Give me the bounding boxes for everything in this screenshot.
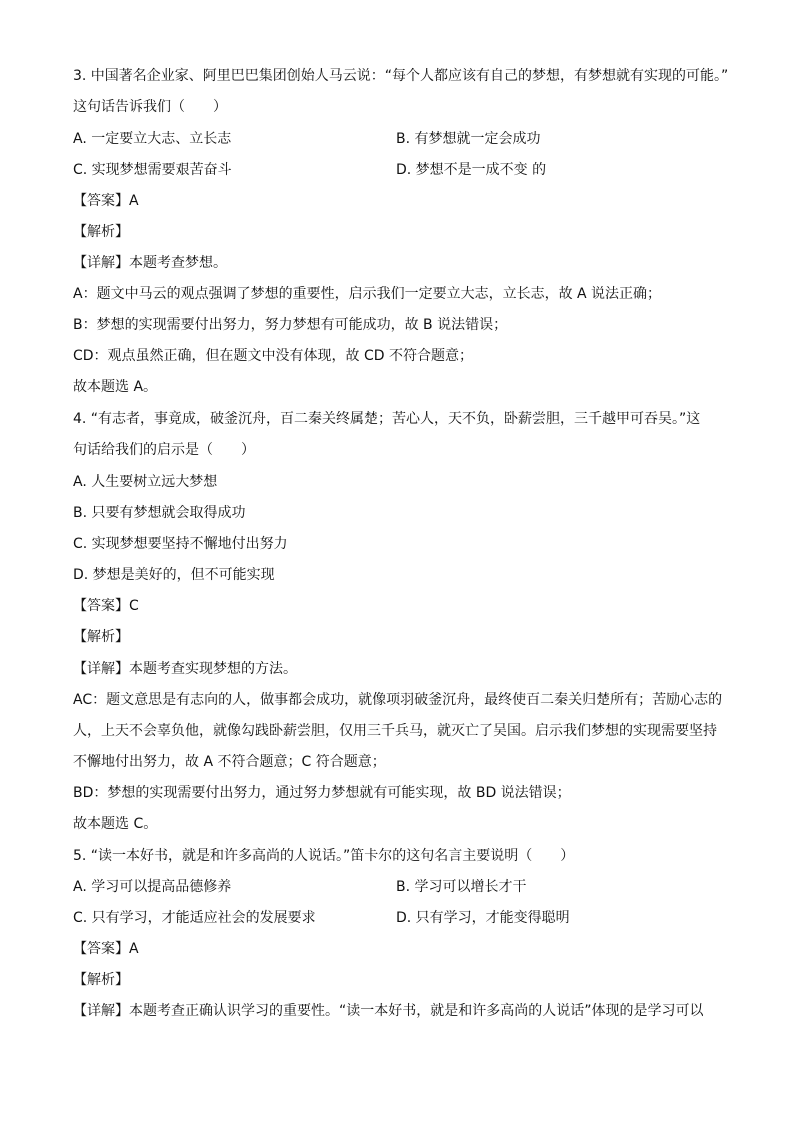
- q4-detail-line-1: 【详解】本题考查实现梦想的方法。: [73, 661, 297, 677]
- q3-option-b: B. 有梦想就一定会成功: [396, 131, 541, 147]
- q4-detail-line-3: 人，上天不会辜负他，就像勾践卧薪尝胆，仅用三千兵马，就灭亡了吴国。启示我们梦想的实现需要坚持: [73, 723, 717, 739]
- q4-stem-line-2: 句话给我们的启示是（ ）: [73, 442, 255, 458]
- q4-analysis-label: 【解析】: [73, 629, 129, 645]
- q3-detail-line-5: 故本题选 A。: [73, 379, 158, 395]
- q3-answer: 【答案】A: [73, 193, 139, 209]
- q4-answer: 【答案】C: [73, 598, 139, 614]
- q3-detail-line-4: CD：观点虽然正确，但在题文中没有体现，故 CD 不符合题意；: [73, 348, 474, 364]
- q3-option-a: A. 一定要立大志、立长志: [73, 131, 232, 147]
- q3-detail-line-1: 【详解】本题考查梦想。: [73, 255, 227, 271]
- q3-analysis-label: 【解析】: [73, 224, 129, 240]
- q4-stem-line-1: 4. “有志者，事竟成，破釜沉舟，百二秦关终属楚；苦心人，天不负，卧薪尝胆，三千越甲可吞吴。”这: [73, 411, 701, 427]
- q4-detail-line-5: BD：梦想的实现需要付出努力，通过努力梦想就有可能实现，故 BD 说法错误；: [73, 785, 571, 801]
- q3-option-d: D. 梦想不是一成不变 的: [396, 162, 547, 178]
- q5-option-d: D. 只有学习，才能变得聪明: [396, 910, 570, 926]
- q4-option-a: A. 人生要树立远大梦想: [73, 474, 218, 490]
- q4-option-d: D. 梦想是美好的，但不可能实现: [73, 567, 275, 583]
- q3-stem-line-2: 这句话告诉我们（ ）: [73, 99, 227, 115]
- q5-option-c: C. 只有学习，才能适应社会的发展要求: [73, 910, 316, 926]
- q3-detail-line-3: B：梦想的实现需要付出努力，努力梦想有可能成功，故 B 说法错误；: [73, 317, 508, 333]
- q5-stem-line-1: 5. “读一本好书，就是和许多高尚的人说话。”笛卡尔的这句名言主要说明（ ）: [73, 848, 575, 864]
- q4-detail-line-6: 故本题选 C。: [73, 816, 158, 832]
- q5-option-b: B. 学习可以增长才干: [396, 879, 527, 895]
- q3-detail-line-2: A：题文中马云的观点强调了梦想的重要性，启示我们一定要立大志，立长志，故 A 说法正确；: [73, 286, 662, 302]
- q4-option-c: C. 实现梦想要坚持不懈地付出努力: [73, 536, 288, 552]
- q4-detail-line-4: 不懈地付出努力，故 A 不符合题意；C 符合题意；: [73, 754, 386, 770]
- q3-stem-line-1: 3. 中国著名企业家、阿里巴巴集团创始人马云说：“每个人都应该有自己的梦想，有梦想就有实现的可能。”: [73, 68, 729, 84]
- q4-detail-line-2: AC：题文意思是有志向的人，做事都会成功，就像项羽破釜沉舟，最终使百二秦关归楚所有；苦励心志的: [73, 692, 723, 708]
- q4-option-b: B. 只要有梦想就会取得成功: [73, 505, 246, 521]
- q5-answer: 【答案】A: [73, 941, 139, 957]
- q5-detail-line-1: 【详解】本题考查正确认识学习的重要性。“读一本好书，就是和许多高尚的人说话”体现的是学习可以: [73, 1003, 704, 1019]
- q5-analysis-label: 【解析】: [73, 972, 129, 988]
- q5-option-a: A. 学习可以提高品德修养: [73, 879, 232, 895]
- q3-option-c: C. 实现梦想需要艰苦奋斗: [73, 162, 232, 178]
